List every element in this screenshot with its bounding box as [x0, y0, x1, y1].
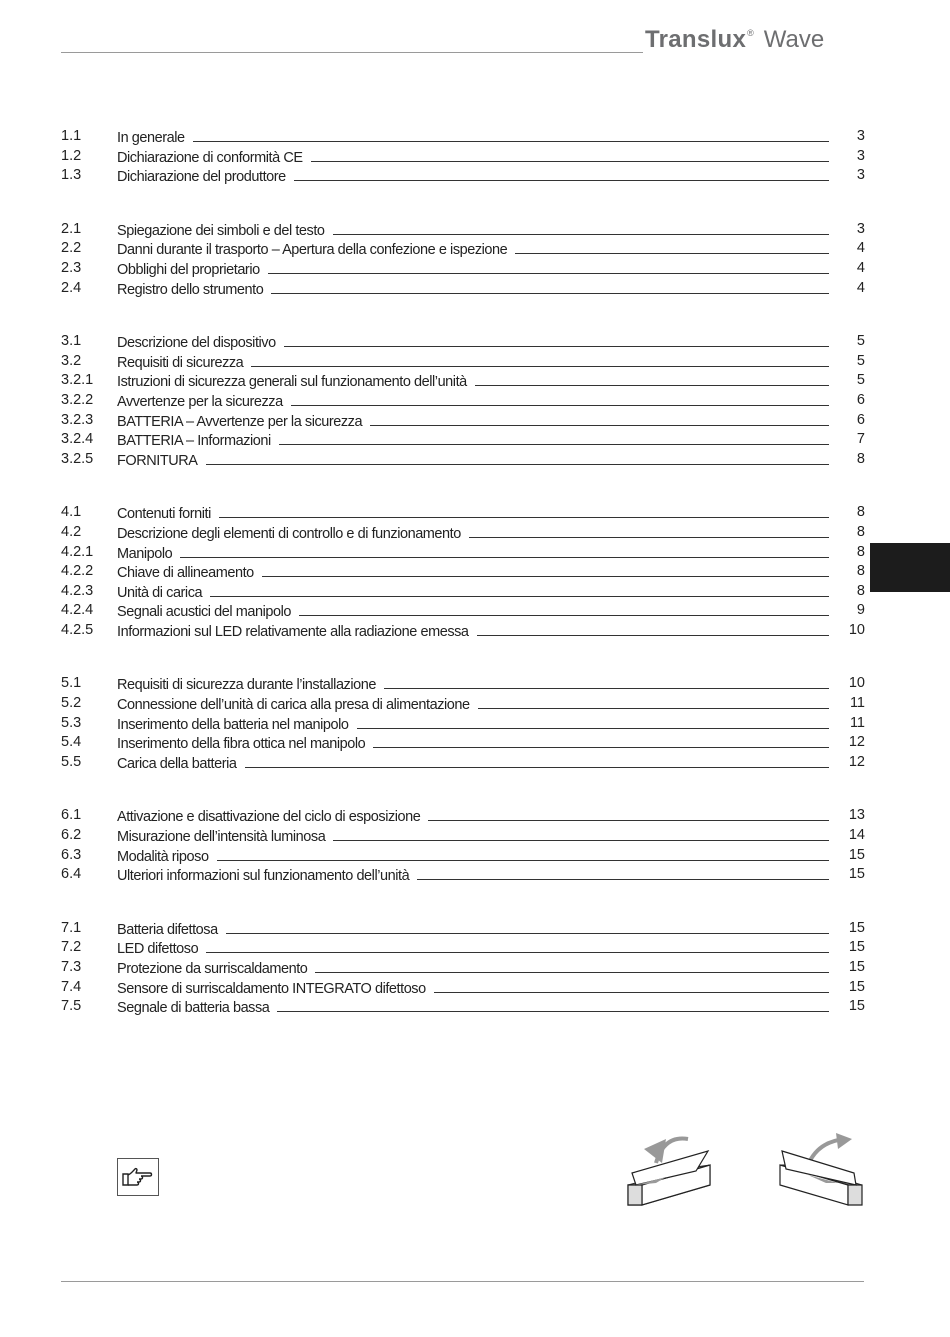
toc-entry-number: 5.4: [61, 734, 82, 751]
toc-entry-number: 4.2.4: [61, 602, 94, 619]
toc-entry-page: 15: [848, 978, 865, 995]
footer-rule: [61, 1281, 864, 1282]
toc-leader-line: [311, 147, 829, 162]
toc-entry[interactable]: [61, 601, 865, 621]
toc-entry-page: 8: [856, 563, 865, 580]
section-tab-marker: [870, 543, 950, 592]
toc-section: [61, 674, 865, 772]
toc-entry-page: 13: [848, 807, 865, 824]
toc-leader-line: [193, 127, 829, 142]
toc-entry-number: 3.2.3: [61, 411, 94, 428]
table-of-contents: [61, 127, 865, 1051]
toc-entry-number: 7.2: [61, 939, 82, 956]
toc-entry[interactable]: [61, 332, 865, 352]
toc-entry[interactable]: [61, 220, 865, 240]
toc-entry-title: Unità di carica: [117, 584, 203, 601]
toc-entry-number: 1.3: [61, 167, 82, 184]
toc-entry[interactable]: [61, 694, 865, 714]
toc-section: [61, 806, 865, 884]
toc-entry-number: 5.3: [61, 714, 82, 731]
toc-entry-title: Ulteriori informazioni sul funzionamento dell’unità: [117, 868, 410, 885]
toc-leader-line: [210, 582, 829, 597]
toc-leader-line: [206, 450, 829, 465]
toc-entry-number: 7.1: [61, 919, 82, 936]
toc-section: [61, 332, 865, 469]
toc-entry-page: 3: [856, 147, 865, 164]
toc-entry-number: 4.2.1: [61, 543, 94, 560]
toc-entry[interactable]: [61, 543, 865, 563]
toc-entry-number: 4.2.5: [61, 621, 94, 638]
toc-entry-title: Carica della batteria: [117, 755, 237, 772]
toc-entry-number: 4.2.2: [61, 563, 94, 580]
toc-leader-line: [262, 562, 829, 577]
toc-entry[interactable]: [61, 582, 865, 602]
toc-entry[interactable]: [61, 411, 865, 431]
toc-entry-page: 9: [856, 602, 865, 619]
toc-entry[interactable]: [61, 938, 865, 958]
toc-entry-page: 15: [848, 866, 865, 883]
toc-entry-page: 15: [848, 939, 865, 956]
toc-leader-line: [299, 601, 829, 616]
toc-entry-page: 11: [849, 695, 865, 712]
toc-entry-page: 3: [856, 128, 865, 144]
brand-logo: [645, 26, 824, 56]
toc-leader-line: [475, 371, 829, 386]
toc-entry-title: Protezione da surriscaldamento: [117, 961, 308, 977]
toc-entry-number: 3.2: [61, 352, 82, 369]
toc-entry-title: Attivazione e disattivazione del ciclo di esposizione: [117, 809, 421, 826]
toc-leader-line: [469, 523, 829, 538]
toc-entry[interactable]: [61, 503, 865, 523]
toc-entry-number: 6.1: [61, 807, 82, 824]
toc-entry-title: Avvertenze per la sicurezza: [117, 393, 283, 410]
toc-entry-title: Contenuti forniti: [117, 506, 211, 523]
toc-entry-page: 15: [848, 919, 865, 936]
toc-entry-title: Connessione dell’unità di carica alla presa di alimentazione: [117, 697, 470, 714]
toc-leader-line: [206, 938, 829, 953]
toc-entry-page: 8: [856, 450, 865, 467]
toc-leader-line: [434, 978, 829, 993]
toc-entry-number: 2.3: [61, 259, 82, 276]
toc-leader-line: [478, 694, 829, 709]
toc-leader-line: [428, 806, 829, 821]
model-name: Wave: [763, 26, 825, 53]
toc-entry[interactable]: [61, 621, 865, 641]
toc-leader-line: [268, 259, 829, 274]
toc-entry-title: Descrizione del dispositivo: [117, 335, 276, 352]
toc-entry[interactable]: [61, 523, 865, 543]
toc-entry-title: Segnali acustici del manipolo: [117, 604, 291, 621]
toc-entry[interactable]: [61, 371, 865, 391]
toc-leader-line: [180, 543, 829, 558]
toc-entry-number: 5.2: [61, 695, 82, 712]
toc-entry-title: LED difettoso: [117, 941, 199, 958]
toc-entry-page: 11: [849, 714, 865, 731]
toc-leader-line: [515, 239, 829, 254]
toc-entry-page: 4: [856, 240, 865, 257]
toc-entry-number: 4.2.3: [61, 582, 94, 599]
fold-page-right-icon: [778, 1133, 868, 1208]
toc-entry[interactable]: [61, 806, 865, 826]
toc-entry[interactable]: [61, 846, 865, 866]
registered-mark: ®: [747, 28, 754, 38]
toc-entry[interactable]: [61, 958, 865, 978]
toc-entry[interactable]: [61, 733, 865, 753]
toc-entry-title: Inserimento della batteria nel manipolo: [117, 716, 349, 733]
toc-leader-line: [217, 846, 829, 861]
toc-leader-line: [251, 352, 829, 367]
toc-leader-line: [226, 919, 829, 934]
toc-entry-title: Requisiti di sicurezza: [117, 354, 244, 371]
toc-entry-title: Danni durante il trasporto – Apertura della confezione e ispezione: [117, 242, 508, 259]
toc-entry-title: Requisiti di sicurezza durante l’installazione: [117, 677, 376, 694]
toc-entry-title: Sensore di surriscaldamento INTEGRATO difettoso: [117, 980, 426, 997]
toc-entry[interactable]: [61, 919, 865, 939]
toc-section: [61, 127, 865, 186]
toc-entry-title: Manipolo: [117, 545, 173, 562]
toc-leader-line: [370, 411, 829, 426]
toc-entry-number: 2.1: [61, 220, 82, 237]
toc-leader-line: [357, 714, 829, 729]
toc-entry[interactable]: [61, 239, 865, 259]
toc-section: [61, 919, 865, 1017]
header-rule: [61, 52, 643, 53]
toc-entry-number: 7.5: [61, 998, 82, 1015]
toc-entry-page: 8: [856, 582, 865, 599]
toc-leader-line: [333, 220, 829, 235]
toc-entry[interactable]: [61, 279, 865, 299]
toc-entry[interactable]: [61, 865, 865, 885]
toc-entry-title: Registro dello strumento: [117, 281, 264, 298]
toc-entry-page: 7: [856, 431, 865, 448]
toc-section: [61, 220, 865, 298]
toc-entry-page: 6: [856, 391, 865, 408]
toc-entry-page: 5: [856, 352, 865, 369]
toc-entry-title: Istruzioni di sicurezza generali sul funzionamento dell’unità: [117, 374, 467, 391]
toc-leader-line: [417, 865, 829, 880]
toc-entry-number: 6.3: [61, 846, 82, 863]
toc-entry[interactable]: [61, 450, 865, 470]
pointing-hand-icon: [117, 1158, 159, 1196]
toc-entry[interactable]: [61, 127, 865, 147]
toc-entry-title: Spiegazione dei simboli e del testo: [117, 222, 325, 239]
toc-entry-title: Chiave di allineamento: [117, 565, 254, 582]
toc-entry-page: 6: [856, 411, 865, 428]
toc-entry[interactable]: [61, 826, 865, 846]
fold-page-left-icon: [626, 1133, 716, 1208]
toc-entry-page: 15: [848, 998, 865, 1015]
toc-entry-number: 5.5: [61, 753, 82, 770]
toc-entry-page: 10: [848, 621, 865, 638]
toc-entry[interactable]: [61, 674, 865, 694]
toc-entry-title: Modalità riposo: [117, 848, 209, 865]
toc-entry-number: 2.2: [61, 240, 82, 257]
toc-leader-line: [315, 958, 829, 973]
toc-entry-title: BATTERIA – Informazioni: [117, 433, 271, 450]
toc-entry-title: Segnale di batteria bassa: [117, 1000, 270, 1017]
toc-leader-line: [477, 621, 829, 636]
toc-entry[interactable]: [61, 391, 865, 411]
toc-entry-page: 5: [856, 333, 865, 350]
toc-leader-line: [333, 826, 829, 841]
toc-entry-page: 8: [856, 523, 865, 540]
toc-leader-line: [284, 332, 829, 347]
toc-entry-number: 7.3: [61, 959, 82, 975]
toc-entry[interactable]: [61, 430, 865, 450]
toc-entry-number: 6.2: [61, 827, 82, 844]
toc-leader-line: [384, 674, 829, 689]
toc-leader-line: [271, 279, 829, 294]
toc-entry-title: Dichiarazione del produttore: [117, 169, 286, 186]
toc-entry-page: 12: [848, 753, 865, 770]
toc-entry[interactable]: [61, 753, 865, 773]
toc-entry-number: 3.2.4: [61, 431, 94, 448]
toc-entry-page: 10: [848, 675, 865, 692]
toc-leader-line: [279, 430, 829, 445]
toc-leader-line: [219, 503, 829, 518]
toc-entry-page: 3: [856, 220, 865, 237]
toc-entry-page: 3: [856, 167, 865, 184]
toc-entry-page: 5: [856, 372, 865, 389]
toc-entry-number: 5.1: [61, 675, 82, 692]
toc-entry-number: 7.4: [61, 978, 82, 995]
toc-entry-number: 2.4: [61, 279, 82, 296]
toc-entry-number: 1.1: [61, 128, 82, 144]
toc-entry-number: 3.2.2: [61, 391, 94, 408]
toc-entry-title: FORNITURA: [117, 452, 198, 469]
toc-entry-number: 3.2.1: [61, 372, 94, 389]
toc-entry-page: 8: [856, 543, 865, 560]
toc-entry-page: 12: [848, 734, 865, 751]
toc-leader-line: [294, 166, 829, 181]
brand-name: Translux: [645, 26, 747, 53]
toc-entry-title: Inserimento della fibra ottica nel manipolo: [117, 736, 366, 753]
toc-leader-line: [277, 997, 829, 1012]
toc-entry-number: 3.2.5: [61, 450, 94, 467]
toc-entry[interactable]: [61, 978, 865, 998]
toc-entry-page: 15: [848, 959, 865, 975]
toc-entry[interactable]: [61, 147, 865, 167]
toc-entry-number: 1.2: [61, 147, 82, 164]
toc-entry-title: BATTERIA – Avvertenze per la sicurezza: [117, 413, 363, 430]
toc-leader-line: [245, 753, 829, 768]
toc-entry[interactable]: [61, 997, 865, 1017]
toc-entry-page: 4: [856, 259, 865, 276]
toc-entry-number: 3.1: [61, 333, 82, 350]
toc-entry-title: Obblighi del proprietario: [117, 261, 260, 278]
toc-entry-page: 8: [856, 504, 865, 521]
toc-section: [61, 503, 865, 640]
toc-entry-page: 14: [848, 827, 865, 844]
toc-entry-title: Descrizione degli elementi di controllo e di funzionamento: [117, 525, 461, 542]
toc-entry-title: Informazioni sul LED relativamente alla radiazione emessa: [117, 623, 469, 640]
toc-entry-title: Dichiarazione di conformità CE: [117, 149, 303, 166]
toc-entry[interactable]: [61, 166, 865, 186]
toc-leader-line: [373, 733, 829, 748]
toc-entry-number: 4.2: [61, 523, 82, 540]
toc-entry-page: 15: [848, 846, 865, 863]
toc-entry-title: In generale: [117, 130, 185, 146]
toc-entry-page: 4: [856, 279, 865, 296]
toc-entry-number: 4.1: [61, 504, 82, 521]
toc-entry-title: Misurazione dell’intensità luminosa: [117, 829, 326, 846]
toc-leader-line: [291, 391, 829, 406]
toc-entry-title: Batteria difettosa: [117, 921, 218, 938]
toc-entry-number: 6.4: [61, 866, 82, 883]
toc-entry[interactable]: [61, 352, 865, 372]
toc-entry[interactable]: [61, 259, 865, 279]
toc-entry[interactable]: [61, 714, 865, 734]
toc-entry[interactable]: [61, 562, 865, 582]
